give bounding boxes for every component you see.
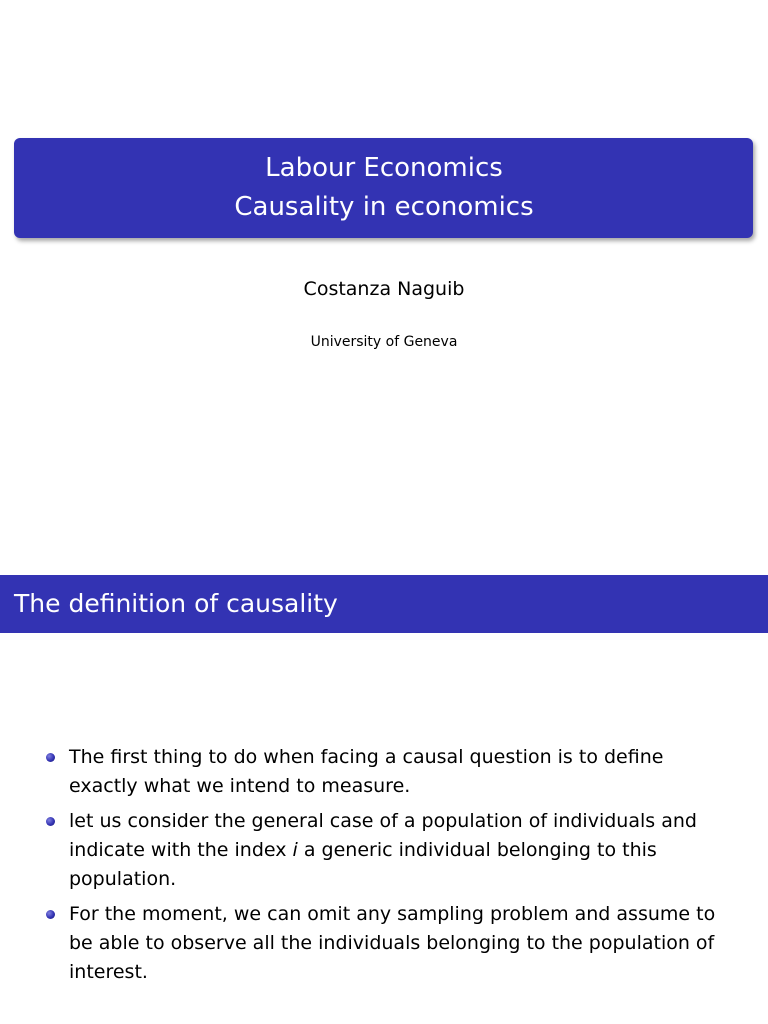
bullet-text-before: let us consider the general case of a population of individuals and indicate with the index bbox=[69, 810, 697, 861]
content-slide bbox=[0, 557, 768, 1024]
presentation-title: Labour Economics bbox=[265, 153, 503, 183]
bullet-icon bbox=[46, 817, 55, 826]
bullet-text-after: a generic individual belonging to this population. bbox=[69, 839, 657, 890]
presentation-subtitle: Causality in economics bbox=[234, 192, 534, 222]
institute-name: University of Geneva bbox=[310, 334, 458, 350]
list-item bbox=[46, 807, 736, 894]
list-item bbox=[46, 743, 736, 801]
index-variable: i bbox=[292, 839, 298, 861]
frame-title bbox=[0, 575, 768, 633]
bullet-list bbox=[46, 743, 736, 993]
list-item bbox=[46, 900, 736, 987]
frame-title-text: The definition of causality bbox=[14, 589, 338, 618]
bullet-text: The first thing to do when facing a causal question is to define exactly what we intend to measure. bbox=[69, 746, 664, 797]
author-name: Costanza Naguib bbox=[303, 278, 465, 300]
bullet-icon bbox=[46, 753, 55, 762]
bullet-text: For the moment, we can omit any sampling problem and assume to be able to observe all the individuals belonging to the population of interest. bbox=[69, 903, 716, 983]
bullet-icon bbox=[46, 910, 55, 919]
